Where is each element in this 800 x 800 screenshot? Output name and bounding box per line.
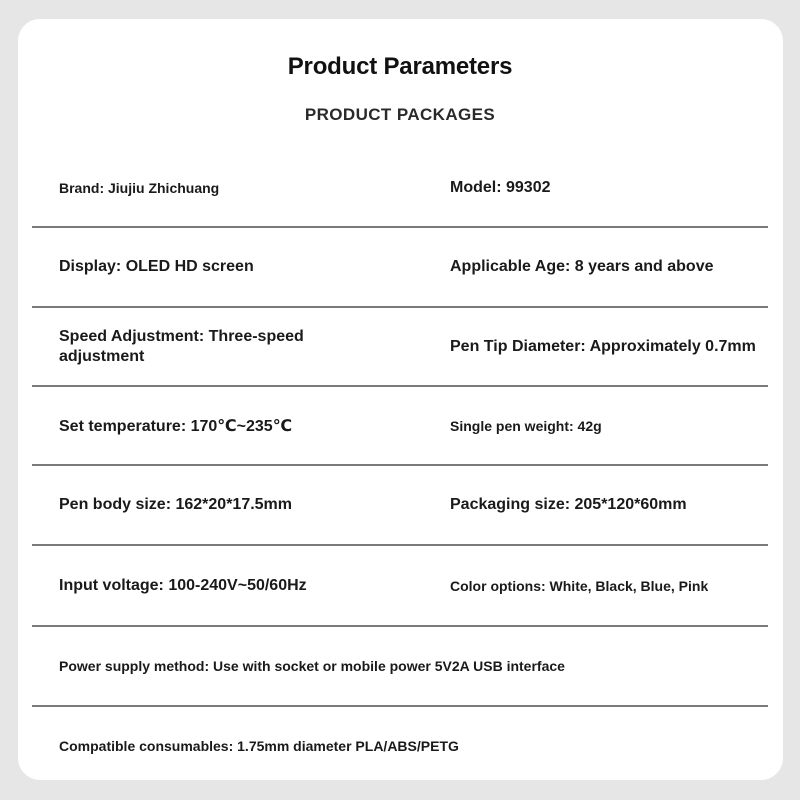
param-display: Display: OLED HD screen — [59, 258, 254, 275]
param-pen-tip: Pen Tip Diameter: Approximately 0.7mm — [450, 337, 756, 355]
param-temperature: Set temperature: 170℃~235℃ — [59, 417, 293, 435]
param-brand: Brand: Jiujiu Zhichuang — [59, 180, 220, 196]
param-model: Model: 99302 — [450, 179, 551, 196]
param-age: Applicable Age: 8 years and above — [450, 258, 714, 275]
param-row-consumables — [32, 707, 768, 785]
param-row-brand-model — [32, 150, 768, 226]
param-input-voltage: Input voltage: 100-240V~50/60Hz — [59, 576, 307, 594]
param-pen-body-size: Pen body size: 162*20*17.5mm — [59, 496, 293, 513]
param-pen-weight: Single pen weight: 42g — [450, 417, 602, 434]
param-row-display-age — [32, 228, 768, 306]
param-power-supply: Power supply method: Use with socket or mobile power 5V2A USB interface — [59, 658, 565, 674]
param-row-speed-tip — [32, 308, 768, 385]
page-subtitle: PRODUCT PACKAGES — [304, 105, 496, 124]
page-title: Product Parameters — [287, 53, 513, 80]
param-row-temp-weight — [32, 387, 768, 464]
param-consumables: Compatible consumables: 1.75mm diameter PLA/ABS/PETG — [59, 738, 459, 754]
param-color-options: Color options: White, Black, Blue, Pink — [450, 577, 709, 594]
param-row-power-supply — [32, 627, 768, 705]
param-speed: Speed Adjustment: Three-speed adjustment — [59, 327, 304, 365]
param-row-sizes — [32, 466, 768, 544]
param-packaging-size: Packaging size: 205*120*60mm — [450, 496, 687, 513]
param-row-voltage-colors — [32, 546, 768, 625]
